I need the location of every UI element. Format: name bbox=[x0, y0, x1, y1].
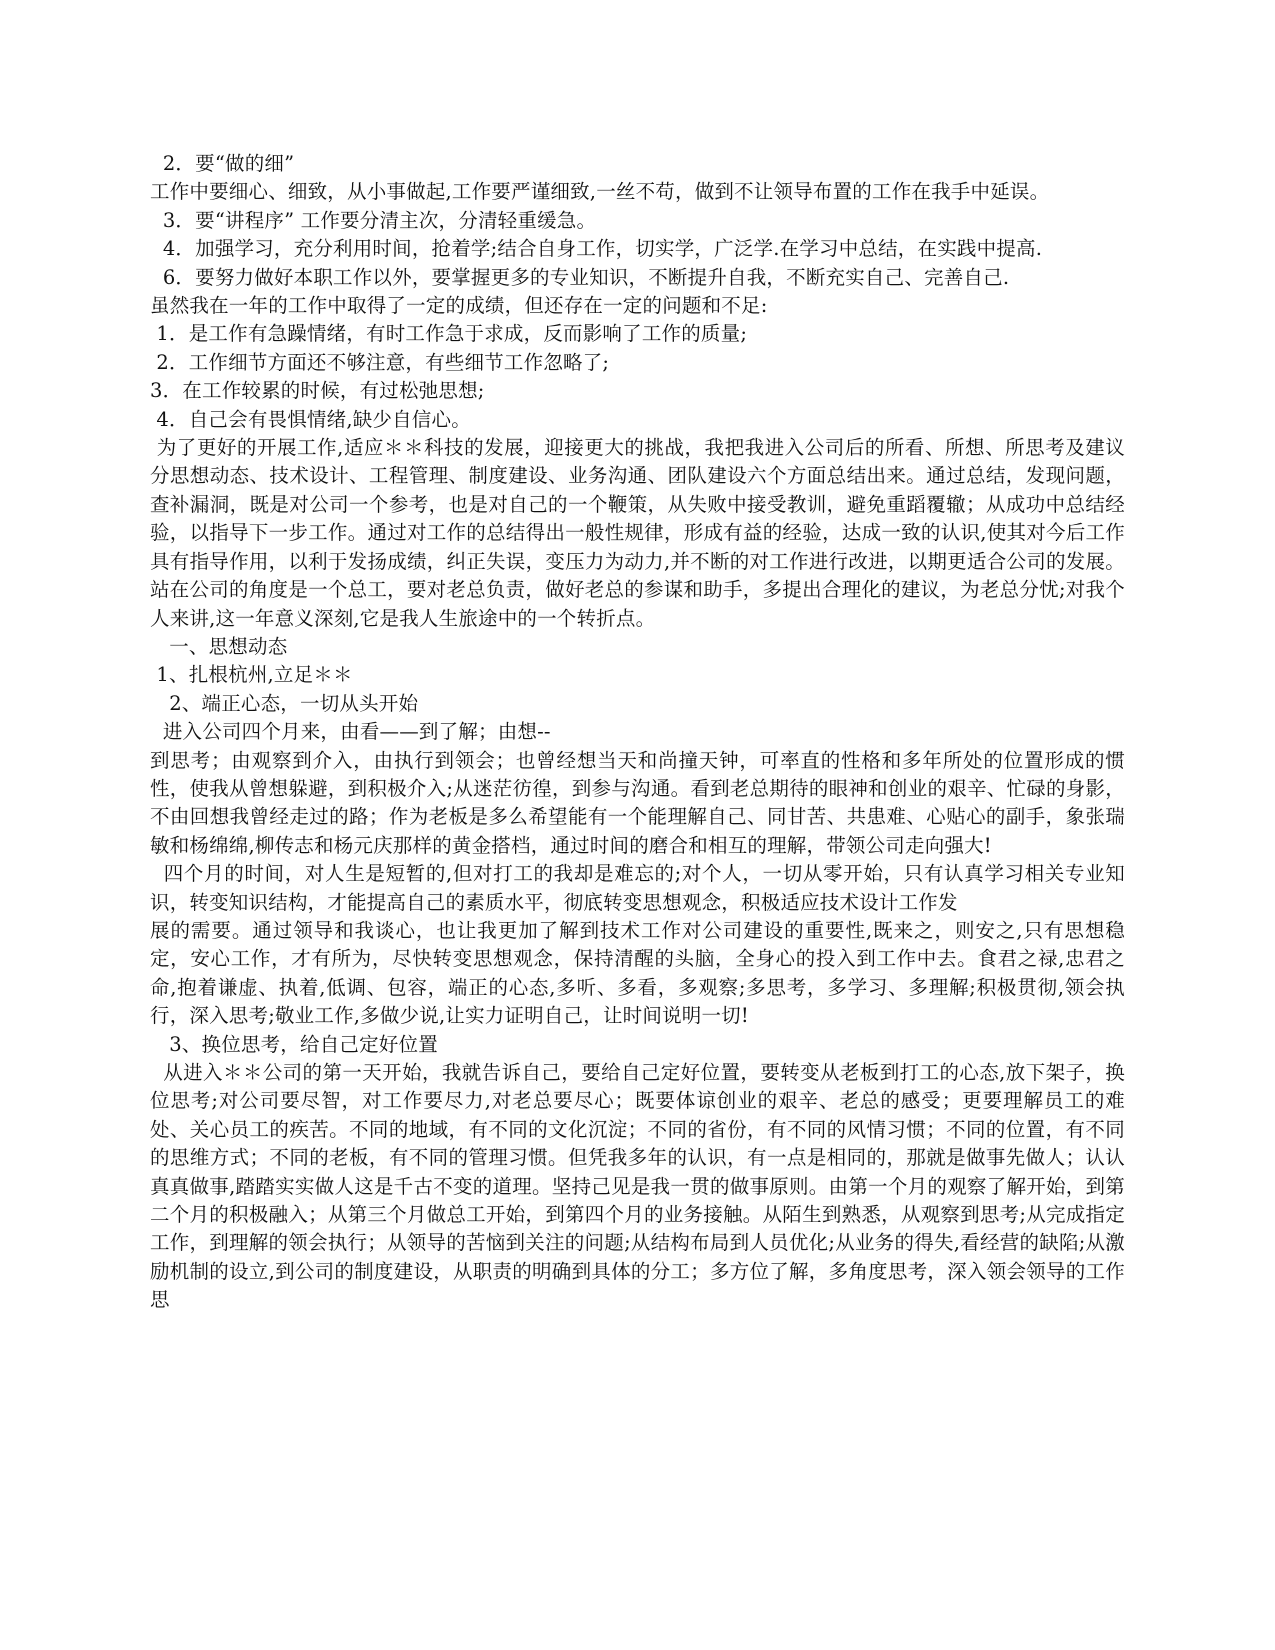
item-6: 6．要努力做好本职工作以外，要掌握更多的专业知识，不断提升自我，不断充实自己、完善自己. bbox=[150, 265, 1010, 289]
summary-paragraph: 为了更好的开展工作,适应＊＊科技的发展，迎接更大的挑战，我把我进入公司后的所看、所想、所思考及建议分思想动态、技术设计、工程管理、制度建设、业务沟通、团队建设六个方面总结出来。通过总结，发现问题，查补漏洞，既是对公司一个参考，也是对自己的一个鞭策，从失败中接受教训，避免重蹈覆辙；从成功中总结经验，以指导下一步工作。通过对工作的总结得出一般性规律，形成有益的经验，达成一致的认识,使其对今后工作具有指导作用，以利于发扬成绩，纠正失误，变压力为动力,并不断的对工作进行改进，以期更适合公司的发展。站在公司的角度是一个总工，要对老总负责，做好老总的参谋和助手，多提出合理化的建议，为老总分忧;对我个人来讲,这一年意义深刻,它是我人生旅途中的一个转折点。 bbox=[150, 436, 1126, 630]
body-paragraph-2b: 展的需要。通过领导和我谈心，也让我更加了解到技术工作对公司建设的重要性,既来之，则安之,只有思想稳定，安心工作，才有所为，尽快转变思想观念，保持清醒的头脑，全身心的投入到工作中去。食君之禄,忠君之命,抱着谦虚、执着,低调、包容，端正的心态,多听、多看，多观察;多思考，多学习、多理解;积极贯彻,领会执行，深入思考;敬业工作,多做少说,让实力证明自己，让时间说明一切! bbox=[150, 918, 1125, 1028]
body-paragraph-2a: 四个月的时间，对人生是短暂的,但对打工的我却是难忘的;对个人，一切从零开始，只有认真学习相关专业知识，转变知识结构，才能提高自己的素质水平，彻底转变思想观念，积极适应技术设计工作发 bbox=[150, 862, 1125, 914]
shortcomings-intro: 虽然我在一年的工作中取得了一定的成绩，但还存在一定的问题和不足: bbox=[150, 294, 768, 318]
subheading-2: 2、端正心态，一切从头开始 bbox=[150, 691, 419, 715]
item-4: 4．加强学习，充分利用时间，抢着学;结合自身工作，切实学，广泛学.在学习中总结，在实践中提高. bbox=[150, 237, 1043, 261]
body-paragraph-3: 从进入＊＊公司的第一天开始，我就告诉自己，要给自己定好位置，要转变从老板到打工的心态,放下架子，换位思考;对公司要尽智，对工作要尽力,对老总要尽心；既要体谅创业的艰辛、老总的感受；更要理解员工的难处、关心员工的疾苦。不同的地域，有不同的文化沉淀；不同的省份，有不同的风情习惯；不同的位置，有不同的思维方式；不同的老板，有不同的管理习惯。但凭我多年的认识，有一点是相同的，那就是做事先做人；认认真真做事,踏踏实实做人这是千古不变的道理。坚持己见是我一贯的做事原则。由第一个月的观察了解开始，到第二个月的积极融入；从第三个月做总工开始，到第四个月的业务接触。从陌生到熟悉，从观察到思考;从完成指定工作，到理解的领会执行；从领导的苦恼到关注的问题;从结构布局到人员优化;从业务的得失,看经营的缺陷;从激励机制的设立,到公司的制度建设，从职责的明确到具体的分工；多方位了解，多角度思考，深入领会领导的工作思 bbox=[150, 1061, 1125, 1312]
subheading-3: 3、换位思考，给自己定好位置 bbox=[150, 1032, 438, 1056]
document-page bbox=[150, 150, 1125, 1315]
shortcoming-3: 3．在工作较累的时候，有过松弛思想; bbox=[150, 379, 485, 403]
body-paragraph-1b: 到思考；由观察到介入，由执行到领会；也曾经想当天和尚撞天钟，可率直的性格和多年所处的位置形成的惯性，使我从曾想躲避，到积极介入;从迷茫彷徨，到参与沟通。看到老总期待的眼神和创业的艰辛、忙碌的身影，不由回想我曾经走过的路；作为老板是多么希望能有一个能理解自己、同甘苦、共患难、心贴心的副手，象张瑞敏和杨绵绵,柳传志和杨元庆那样的黄金搭档，通过时间的磨合和相互的理解，带领公司走向强大! bbox=[150, 748, 1125, 857]
shortcoming-4: 4．自己会有畏惧情绪,缺少自信心。 bbox=[150, 407, 471, 431]
section-heading-thinking: 一、思想动态 bbox=[150, 634, 288, 658]
body-paragraph-1a: 进入公司四个月来，由看——到了解；由想-- bbox=[150, 720, 551, 744]
shortcoming-1: 1．是工作有急躁情绪，有时工作急于求成，反而影响了工作的质量; bbox=[150, 322, 748, 346]
item-3: 3．要“讲程序” 工作要分清主次，分清轻重缓急。 bbox=[150, 208, 597, 232]
shortcoming-2: 2．工作细节方面还不够注意，有些细节工作忽略了; bbox=[150, 350, 610, 374]
subheading-1: 1、扎根杭州,立足＊＊ bbox=[150, 663, 353, 687]
item-2-heading: 2．要“做的细” bbox=[150, 152, 295, 175]
item-2-body: 工作中要细心、细致，从小事做起,工作要严谨细致,一丝不苟，做到不让领导布置的工作在我手中延误。 bbox=[150, 180, 1050, 204]
